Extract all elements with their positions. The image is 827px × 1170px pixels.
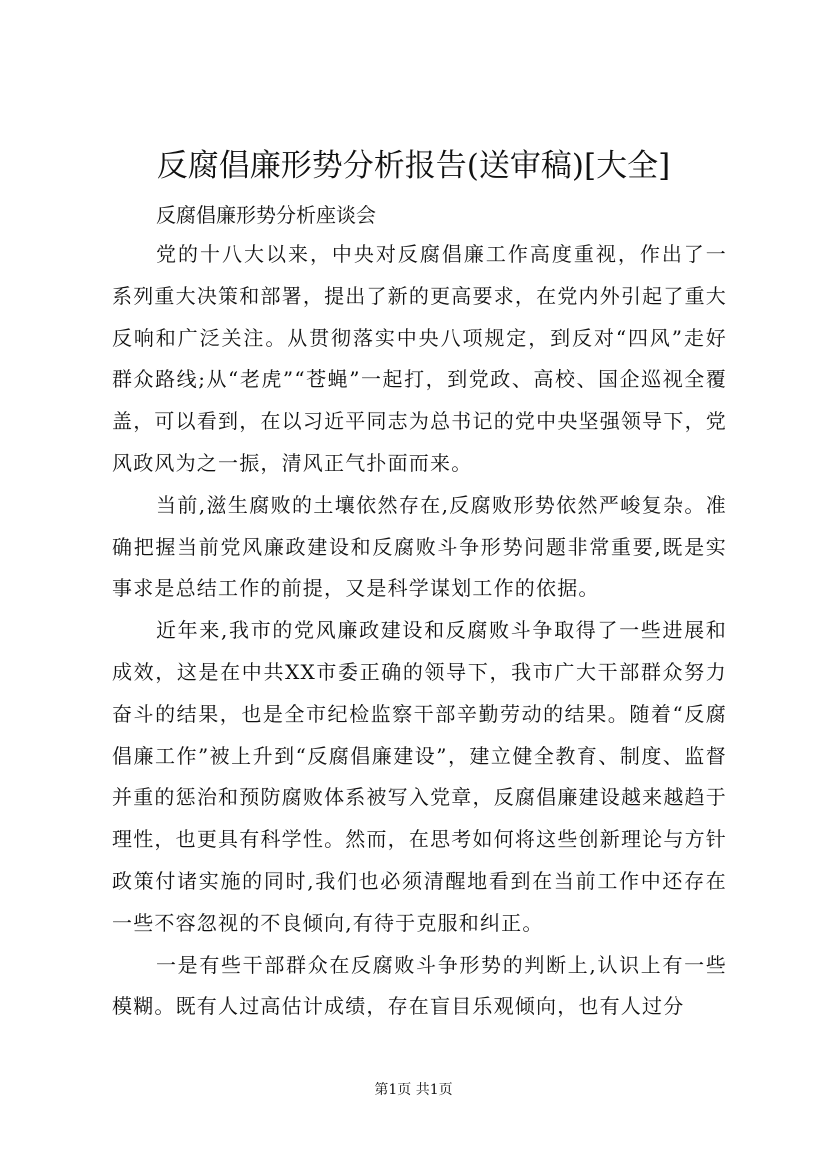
paragraph: 党的十八大以来，中央对反腐倡廉工作高度重视，作出了一系列重大决策和部署，提出了新的更高要求，在党内外引起了重大反响和广泛关注。从贯彻落实中央八项规定，到反对“四风”走好群众路线;从“老虎”“苍蝇”一起打，到党政、高校、国企巡视全覆盖，可以看到，在以习近平同志为总书记的党中央坚强领导下，党风政风为之一振，清风正气扑面而来。	[112, 242, 727, 475]
document-body	[112, 196, 727, 1028]
paragraph: 当前,滋生腐败的土壤依然存在,反腐败形势依然严峻复杂。准确把握当前党风廉政建设和反腐败斗争形势问题非常重要,既是实事求是总结工作的前提，又是科学谋划工作的依据。	[112, 492, 727, 601]
document-title: 反腐倡廉形势分析报告(送审稿)[大全]	[156, 148, 671, 184]
paragraph: 一是有些干部群众在反腐败斗争形势的判断上,认识上有一些模糊。既有人过高估计成绩，存在盲目乐观倾向，也有人过分	[112, 952, 727, 1019]
document-subtitle: 反腐倡廉形势分析座谈会	[156, 203, 376, 227]
paragraph: 近年来,我市的党风廉政建设和反腐败斗争取得了一些进展和成效，这是在中共XX市委正确的领导下，我市广大干部群众努力奋斗的结果，也是全市纪检监察干部辛勤劳动的结果。随着“反腐倡廉工作”被上升到“反腐倡廉建设”，建立健全教育、制度、监督并重的惩治和预防腐败体系被写入党章，反腐倡廉建设越来越趋于理性，也更具有科学性。然而，在思考如何将这些创新理论与方针政策付诸实施的同时,我们也必须清醒地看到在当前工作中还存在一些不容忽视的不良倾向,有待于克服和纠正。	[112, 618, 727, 935]
page-number-footer: 第1页 共1页	[374, 1082, 453, 1098]
